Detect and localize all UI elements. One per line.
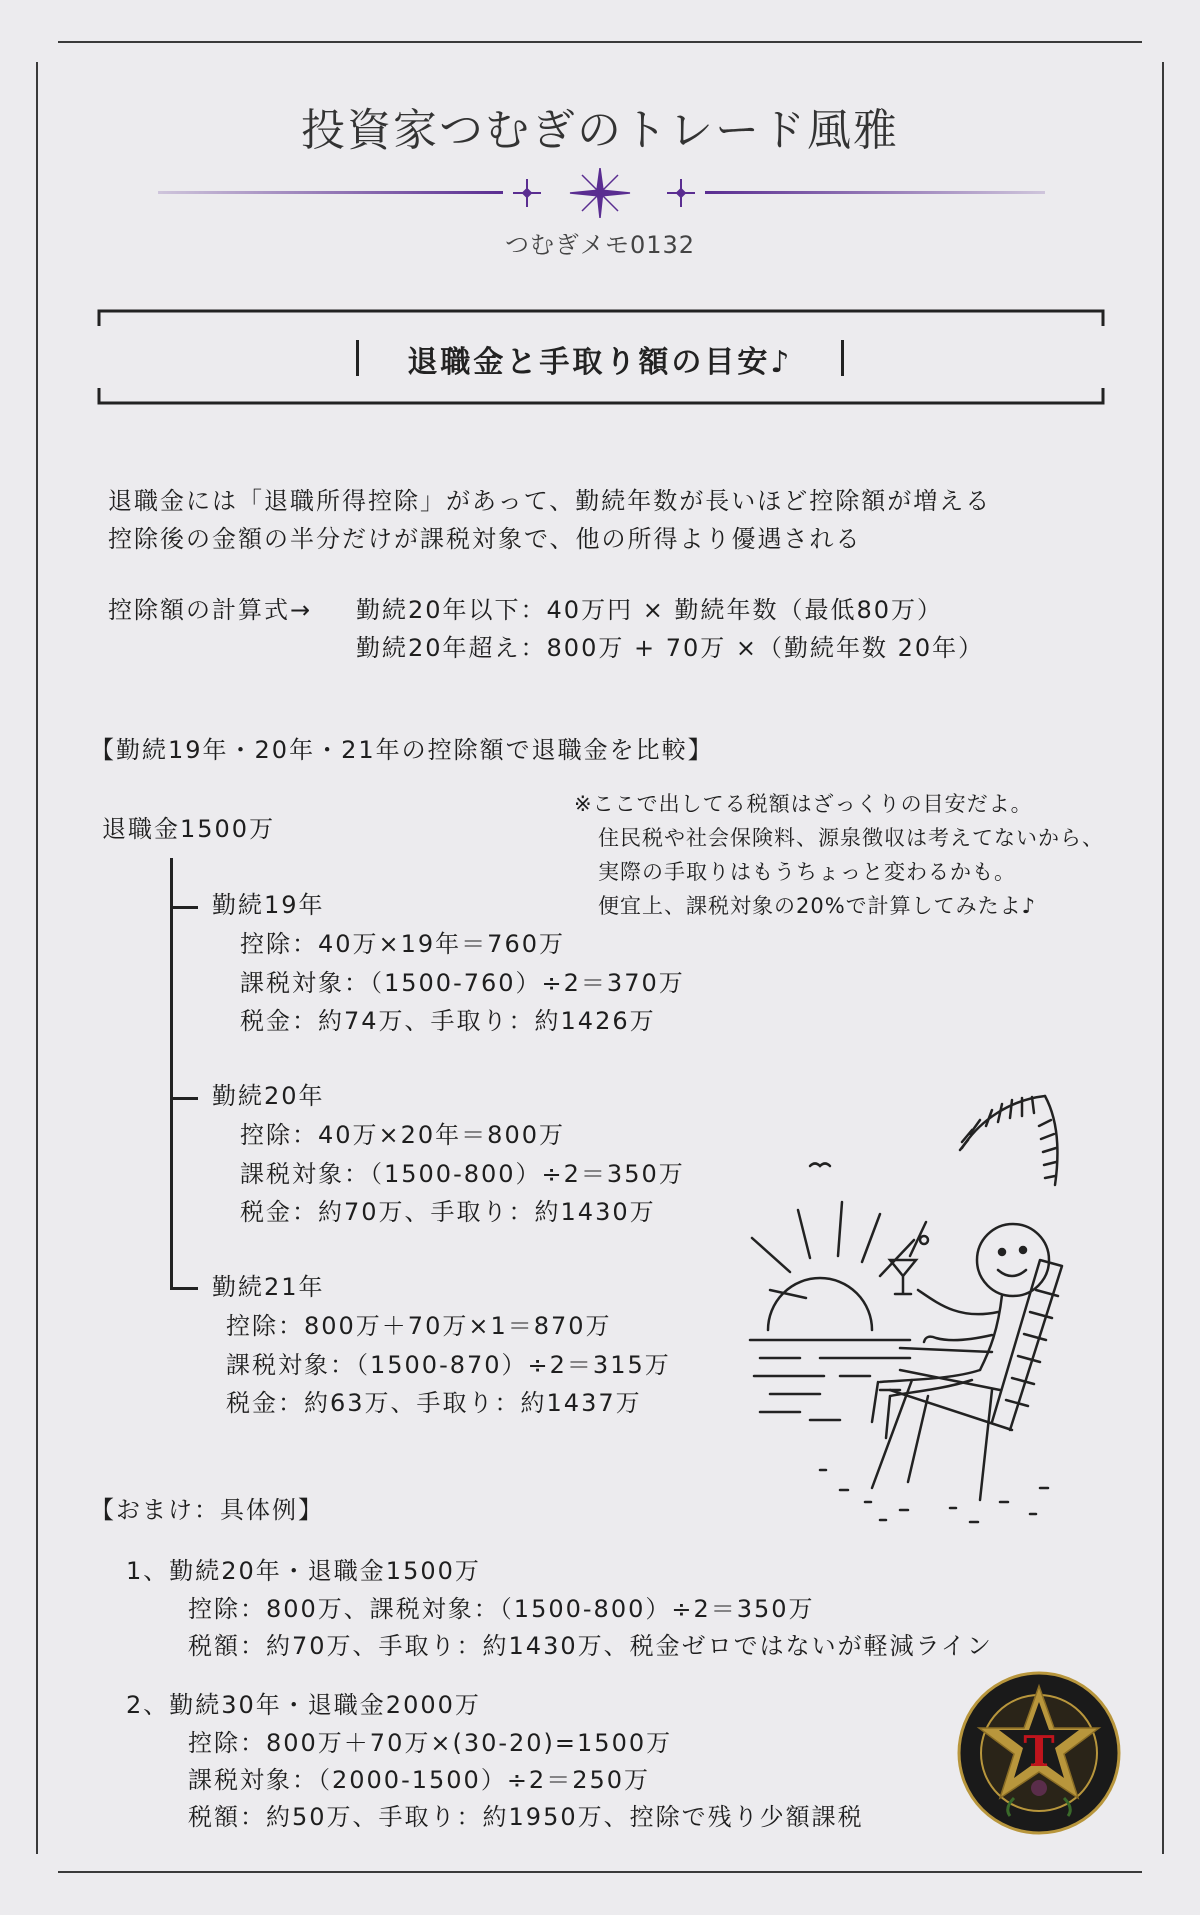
section-heading: 退職金と手取り額の目安♪ xyxy=(407,345,793,380)
note-line-1: ※ここで出してる税額はざっくりの目安だよ。 xyxy=(574,792,1033,816)
left-rule xyxy=(36,62,38,1854)
branch-19-line: 課税対象：（1500-760）÷2＝370万 xyxy=(240,969,685,997)
tree-root: 退職金1500万 xyxy=(102,815,276,843)
example-2-line: 税額：約50万、手取り：約1950万、控除で残り少額課税 xyxy=(188,1803,864,1831)
example-1-line: 税額：約70万、手取り：約1430万、税金ゼロではないが軽減ライン xyxy=(188,1632,993,1660)
bottom-rule xyxy=(58,1871,1142,1873)
emblem-logo xyxy=(954,1668,1124,1838)
branch-19-line: 税金：約74万、手取り：約1426万 xyxy=(240,1007,656,1035)
intro-line-1: 退職金には「退職所得控除」があって、勤続年数が長いほど控除額が増える xyxy=(108,487,992,515)
sparkle-divider-icon xyxy=(150,168,1050,218)
beach-relax-illustration xyxy=(740,1090,1090,1540)
example-1-line: 控除：800万、課税対象：（1500-800）÷2＝350万 xyxy=(188,1595,815,1623)
formula-line-2: 勤続20年超え：800万 + 70万 ×（勤続年数 20年） xyxy=(356,634,985,662)
branch-20-line: 控除：40万×20年＝800万 xyxy=(240,1121,565,1149)
tree-branch-20 xyxy=(170,1097,198,1100)
branch-20-line: 税金：約70万、手取り：約1430万 xyxy=(240,1198,656,1226)
intro-line-2: 控除後の金額の半分だけが課税対象で、他の所得より優遇される xyxy=(108,525,862,553)
branch-21-line: 控除：800万＋70万×1＝870万 xyxy=(226,1312,612,1340)
branch-21-line: 課税対象：（1500-870）÷2＝315万 xyxy=(226,1351,671,1379)
example-2-line: 控除：800万＋70万×(30-20)=1500万 xyxy=(188,1729,673,1757)
branch-21-label: 勤続21年 xyxy=(212,1273,325,1301)
page-title: 投資家つむぎのトレード風雅 xyxy=(301,105,899,156)
right-rule xyxy=(1162,62,1164,1854)
note-line-3: 実際の手取りはもうちょっと変わるかも。 xyxy=(598,860,1016,884)
memo-number: つむぎメモ0132 xyxy=(504,231,696,259)
example-2-line: 課税対象：（2000-1500）÷2＝250万 xyxy=(188,1766,651,1794)
branch-20-line: 課税対象：（1500-800）÷2＝350万 xyxy=(240,1160,685,1188)
branch-19-line: 控除：40万×19年＝760万 xyxy=(240,930,565,958)
branch-21-line: 税金：約63万、手取り：約1437万 xyxy=(226,1389,642,1417)
example-1-title: 1、勤続20年・退職金1500万 xyxy=(126,1557,481,1585)
note-line-2: 住民税や社会保険料、源泉徴収は考えてないから、 xyxy=(598,826,1104,850)
svg-text:T: T xyxy=(1023,1727,1055,1776)
formula-line-1: 勤続20年以下：40万円 × 勤続年数（最低80万） xyxy=(356,596,943,624)
note-line-4: 便宜上、課税対象の20%で計算してみたよ♪ xyxy=(598,894,1037,918)
tree-branch-21 xyxy=(170,1287,198,1290)
example-2-title: 2、勤続30年・退職金2000万 xyxy=(126,1691,481,1719)
bonus-title: 【おまけ：具体例】 xyxy=(90,1496,324,1524)
branch-19-label: 勤続19年 xyxy=(212,891,325,919)
formula-label: 控除額の計算式→ xyxy=(108,596,313,624)
tree-branch-19 xyxy=(170,906,198,909)
tree-trunk xyxy=(170,858,173,1288)
top-rule xyxy=(58,41,1142,43)
comparison-title: 【勤続19年・20年・21年の控除額で退職金を比較】 xyxy=(90,736,714,764)
branch-20-label: 勤続20年 xyxy=(212,1082,325,1110)
